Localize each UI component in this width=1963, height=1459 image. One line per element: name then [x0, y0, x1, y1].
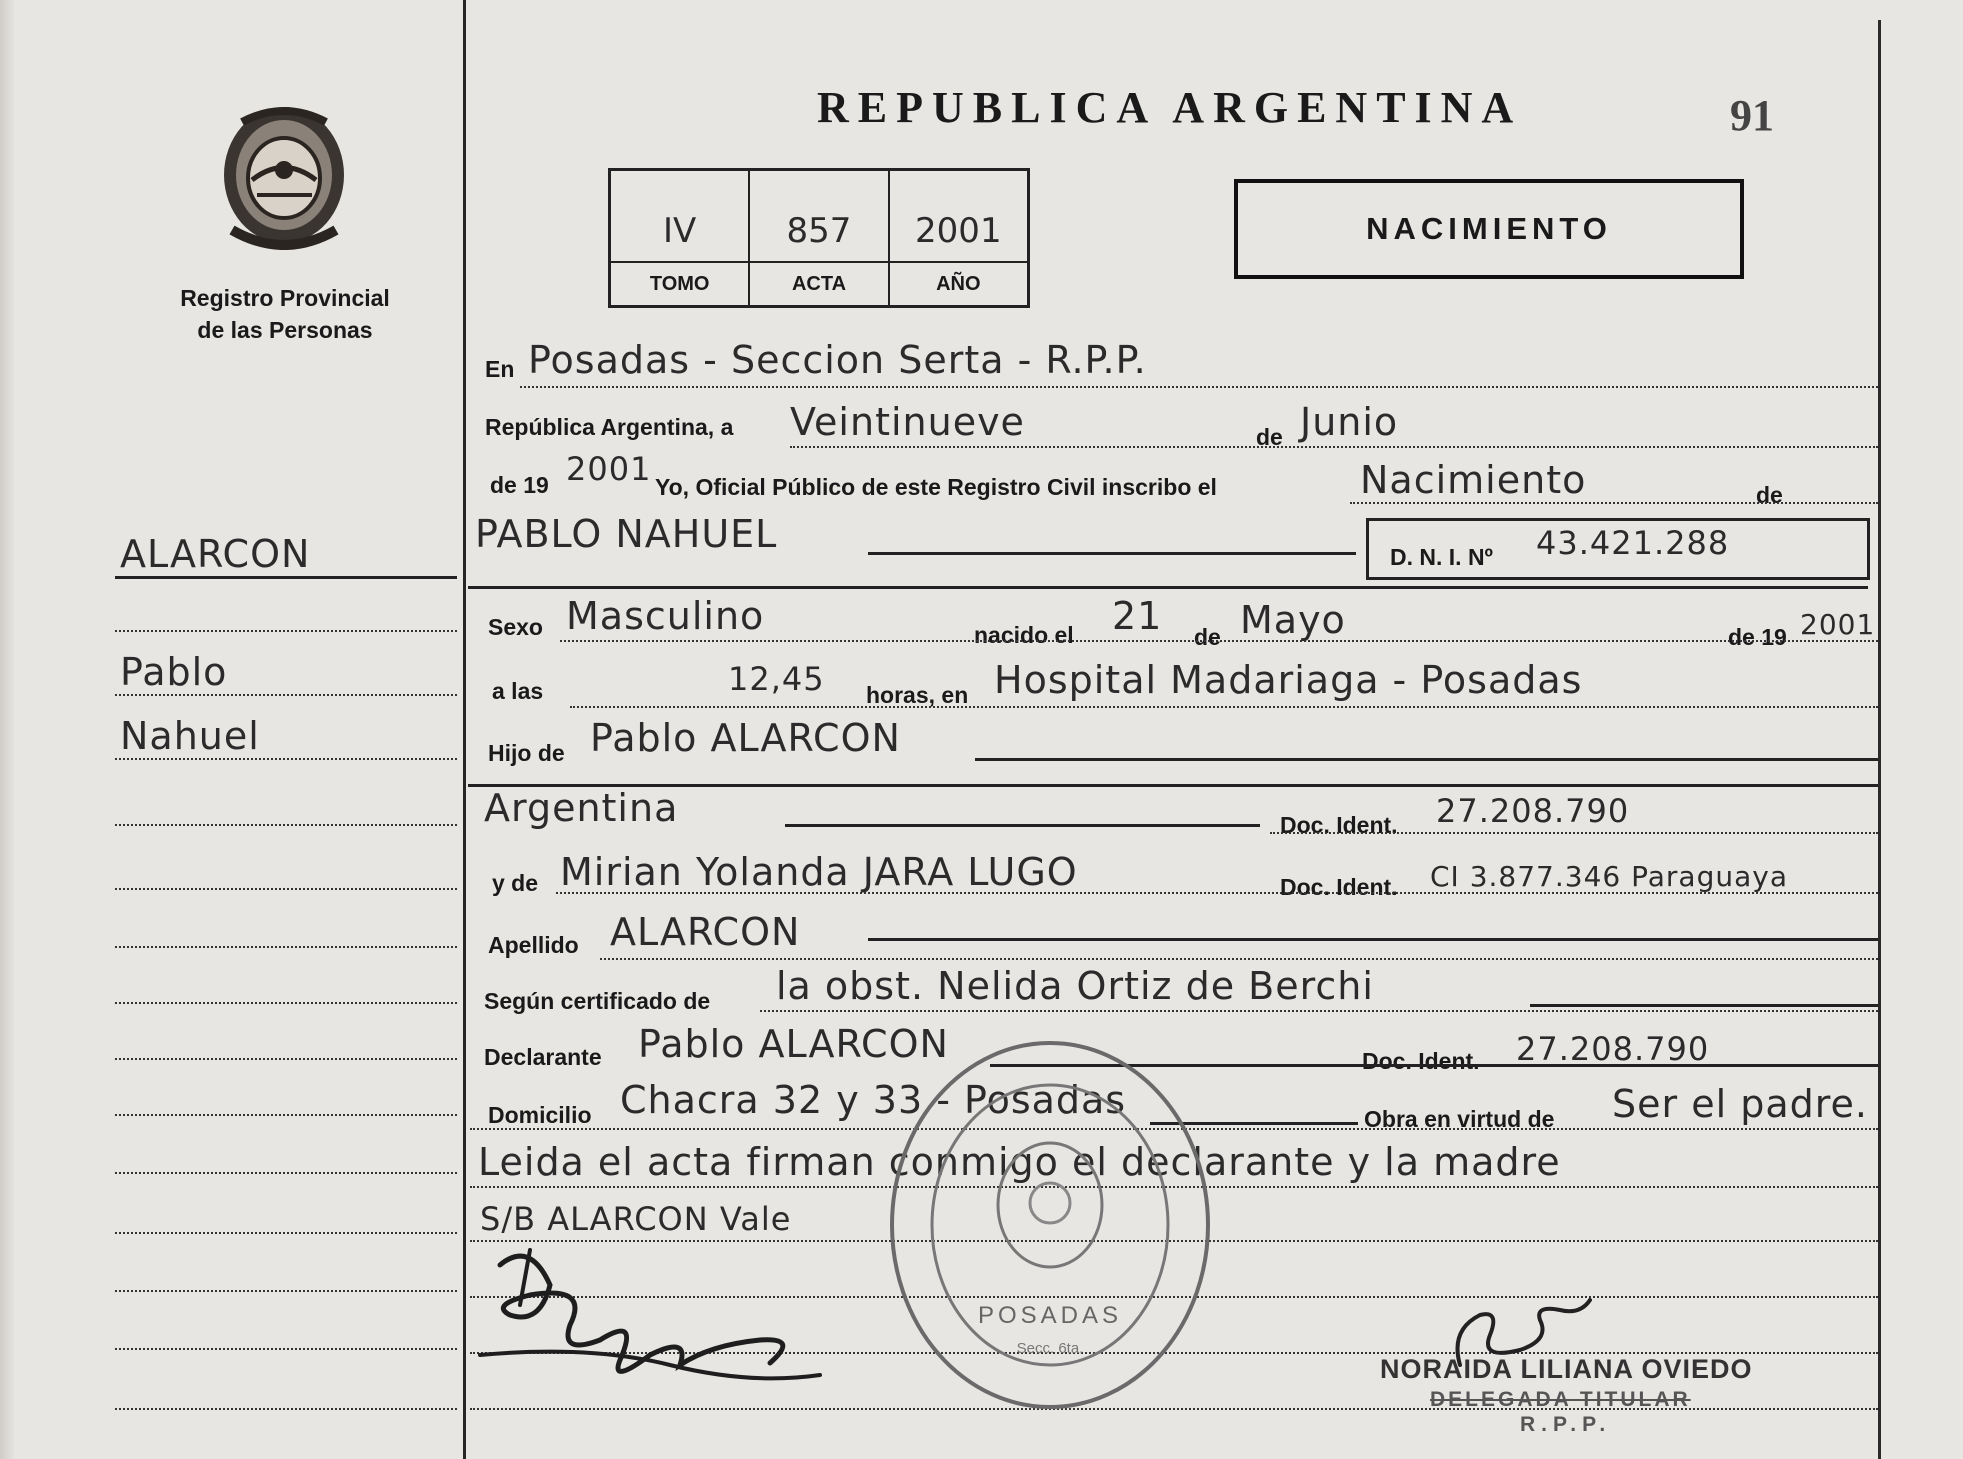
de-label-2: de	[1756, 482, 1783, 508]
stub-first-name: Pablo	[120, 650, 228, 694]
form-line	[975, 758, 1878, 761]
stub-line	[115, 1114, 457, 1116]
year-prefix-label-2: de 19	[1728, 624, 1787, 650]
tomo-label: TOMO	[611, 261, 748, 305]
apellido-label: Apellido	[488, 932, 579, 958]
yde-label: y de	[492, 870, 539, 896]
stub-line	[115, 824, 457, 826]
official-stamp-icon	[885, 1035, 1215, 1415]
birth-place-value: Hospital Madariaga - Posadas	[994, 658, 1583, 702]
stub-line	[115, 1058, 457, 1060]
stub-divider	[463, 0, 466, 1459]
form-line	[1530, 1004, 1878, 1007]
acta-label: ACTA	[750, 261, 887, 305]
right-border	[1878, 20, 1881, 1459]
ano-label: AÑO	[890, 261, 1027, 305]
page-title: REPUBLICA ARGENTINA	[817, 83, 1523, 132]
stub-line	[115, 758, 457, 760]
stub-second-name: Nahuel	[120, 714, 260, 758]
address-value: Chacra 32 y 33 - Posadas	[620, 1078, 1127, 1122]
republica-label: República Argentina, a	[485, 414, 734, 440]
ano-value: 2001	[915, 211, 1002, 251]
capacity-value: Ser el padre.	[1612, 1082, 1868, 1126]
mother-name-value: Mirian Yolanda JARA LUGO	[560, 850, 1078, 894]
form-line	[790, 446, 1878, 448]
stub-line	[115, 1408, 457, 1410]
form-line	[785, 824, 1260, 827]
stub-line	[115, 888, 457, 890]
form-line	[570, 706, 1878, 708]
declarant-signature-icon	[470, 1245, 830, 1395]
form-line	[760, 1010, 1878, 1012]
registry-name-line1: Registro Provincial	[180, 285, 390, 311]
segun-label: Según certificado de	[484, 988, 711, 1014]
tomo-cell	[611, 171, 750, 305]
domicilio-label: Domicilio	[488, 1102, 592, 1128]
form-line	[468, 784, 1878, 787]
stub-line	[115, 1348, 457, 1350]
declarant-doc-value: 27.208.790	[1516, 1030, 1710, 1068]
horas-label: horas, en	[866, 682, 969, 708]
record-type-box: NACIMIENTO	[1234, 179, 1744, 279]
declarant-value: Pablo ALARCON	[638, 1022, 949, 1066]
stub-surname: ALARCON	[120, 532, 311, 576]
doc-ident-label-2: Doc. Ident.	[1280, 874, 1398, 900]
place-value: Posadas - Seccion Serta - R.P.P.	[528, 338, 1147, 382]
stamp-section: Secc. 6ta.	[1016, 1340, 1084, 1357]
form-line	[868, 938, 1878, 941]
stub-line	[115, 630, 457, 632]
stub-line	[115, 1290, 457, 1292]
form-line	[1350, 502, 1878, 504]
form-line	[1270, 832, 1878, 834]
dni-label: D. N. I. Nº	[1390, 544, 1493, 570]
de-label-3: de	[1194, 624, 1221, 650]
reference-box	[608, 168, 1030, 308]
birth-year-value: 2001	[1800, 608, 1876, 641]
father-nationality-value: Argentina	[484, 786, 679, 830]
provincial-seal-icon	[212, 100, 357, 250]
tomo-value: IV	[663, 211, 697, 251]
de-label: de	[1256, 424, 1283, 450]
obra-label: Obra en virtud de	[1364, 1106, 1555, 1132]
declarante-label: Declarante	[484, 1044, 602, 1070]
record-fill-value: Nacimiento	[1360, 458, 1587, 502]
stamp-city: POSADAS	[977, 1302, 1123, 1329]
dni-value: 43.421.288	[1536, 524, 1730, 562]
hijo-label: Hijo de	[488, 740, 565, 766]
birth-month-value: Mayo	[1240, 598, 1346, 642]
stub-line	[115, 576, 457, 579]
form-line	[556, 892, 1878, 894]
acta-cell	[750, 171, 889, 305]
day-words-value: Veintinueve	[790, 400, 1025, 444]
form-line	[560, 640, 1878, 642]
form-line	[520, 386, 1878, 388]
page-number: 91	[1730, 91, 1774, 140]
sex-value: Masculino	[566, 594, 765, 638]
alas-label: a las	[492, 678, 544, 704]
nacido-label: nacido el	[974, 622, 1074, 648]
form-line	[468, 586, 1868, 589]
stub-line	[115, 946, 457, 948]
stub-line	[115, 1232, 457, 1234]
birth-day-value: 21	[1112, 594, 1163, 638]
certificate-by-value: la obst. Nelida Ortiz de Berchi	[776, 964, 1374, 1008]
month-value: Junio	[1300, 400, 1399, 444]
official-title: DELEGADA TITULAR	[1430, 1388, 1691, 1411]
stub-line	[115, 1172, 457, 1174]
binding-edge	[0, 0, 14, 1459]
child-name-value: PABLO NAHUEL	[475, 512, 778, 556]
official-office: R.P.P.	[1520, 1413, 1612, 1436]
doc-ident-label: Doc. Ident.	[1280, 812, 1398, 838]
note-line2: S/B ALARCON Vale	[480, 1200, 792, 1238]
sexo-label: Sexo	[488, 614, 543, 640]
stub-line	[115, 694, 457, 696]
official-name: NORAIDA LILIANA OVIEDO	[1380, 1354, 1753, 1384]
year-prefix-label: de 19	[490, 472, 549, 498]
ano-cell	[890, 171, 1027, 305]
father-name-value: Pablo ALARCON	[590, 716, 901, 760]
en-label: En	[485, 356, 515, 382]
stub-line	[115, 1002, 457, 1004]
surname-value: ALARCON	[610, 910, 801, 954]
form-line	[868, 552, 1356, 555]
note-line1: Leida el acta firman conmigo el declarante y la madre	[478, 1140, 1561, 1184]
mother-doc-value: CI 3.877.346 Paraguaya	[1430, 860, 1788, 893]
registrar-statement: Yo, Oficial Público de este Registro Civil inscribo el	[655, 474, 1217, 500]
registry-name	[140, 282, 430, 346]
father-doc-value: 27.208.790	[1436, 792, 1630, 830]
doc-ident-label-3: Doc. Ident.	[1362, 1048, 1480, 1074]
registry-name-line2: de las Personas	[197, 317, 373, 343]
form-line	[600, 958, 1878, 960]
year-value: 2001	[566, 450, 652, 488]
birth-time-value: 12,45	[728, 660, 825, 698]
acta-value: 857	[786, 211, 852, 251]
